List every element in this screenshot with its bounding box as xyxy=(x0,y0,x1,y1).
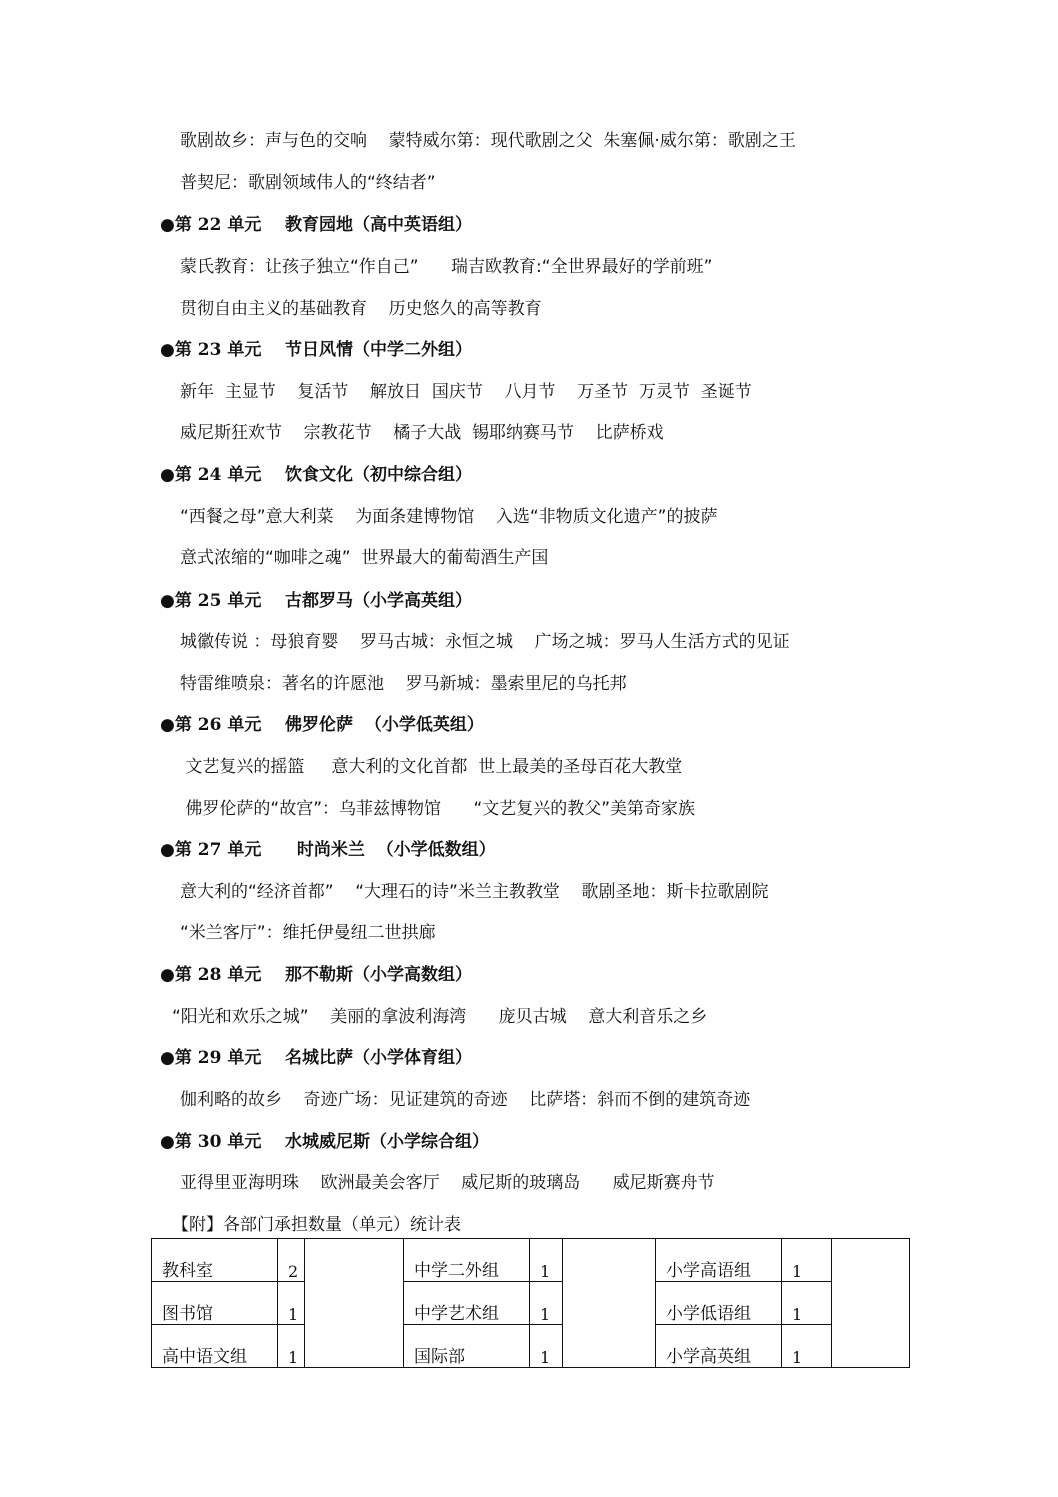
unit-heading: ●第 23 单元 节日风情（中学二外组） xyxy=(160,340,473,360)
dept-cell: 高中语文组 xyxy=(152,1325,278,1368)
count-cell: 1 xyxy=(782,1282,832,1325)
unit-topic-line: 威尼斯狂欢节 宗教花节 橘子大战 锡耶纳赛马节 比萨桥戏 xyxy=(180,423,664,443)
dept-cell: 小学高语组 xyxy=(656,1239,782,1282)
appendix-title: 【附】各部门承担数量（单元）统计表 xyxy=(172,1215,461,1235)
dept-cell: 中学二外组 xyxy=(404,1239,530,1282)
table-row xyxy=(152,1325,910,1368)
unit-heading: ●第 29 单元 名城比萨（小学体育组） xyxy=(160,1048,473,1068)
empty-cell xyxy=(305,1239,404,1368)
unit-topic-line: “阳光和欢乐之城” 美丽的拿波利海湾 庞贝古城 意大利音乐之乡 xyxy=(172,1007,708,1027)
unit-heading: ●第 25 单元 古都罗马（小学高英组） xyxy=(160,591,473,611)
unit-heading: ●第 28 单元 那不勒斯（小学高数组） xyxy=(160,965,473,985)
dept-cell: 图书馆 xyxy=(152,1282,278,1325)
count-cell: 1 xyxy=(278,1325,305,1368)
unit-heading: ●第 24 单元 饮食文化（初中综合组） xyxy=(160,465,473,485)
unit-heading: ●第 27 单元 时尚米兰 （小学低数组） xyxy=(160,840,496,860)
unit-heading: ●第 26 单元 佛罗伦萨 （小学低英组） xyxy=(160,715,484,735)
dept-cell: 教科室 xyxy=(152,1239,278,1282)
unit-topic-line: 新年 主显节 复活节 解放日 国庆节 八月节 万圣节 万灵节 圣诞节 xyxy=(180,382,752,402)
count-cell: 1 xyxy=(782,1325,832,1368)
empty-cell xyxy=(563,1239,656,1368)
statistics-table xyxy=(151,1238,910,1368)
count-cell: 1 xyxy=(530,1325,563,1368)
count-cell: 2 xyxy=(278,1239,305,1282)
unit-topic-line: 佛罗伦萨的“故宫”：乌菲兹博物馆 “文艺复兴的教父”美第奇家族 xyxy=(180,799,696,819)
count-cell: 1 xyxy=(782,1239,832,1282)
unit-topic-line: 贯彻自由主义的基础教育 历史悠久的高等教育 xyxy=(180,299,542,319)
unit-topic-line: “西餐之母”意大利菜 为面条建博物馆 入选“非物质文化遗产”的披萨 xyxy=(180,507,718,527)
count-cell: 1 xyxy=(278,1282,305,1325)
unit-topic-line: 意式浓缩的“咖啡之魂” 世界最大的葡萄酒生产国 xyxy=(180,548,549,568)
unit-heading: ●第 30 单元 水城威尼斯（小学综合组） xyxy=(160,1132,490,1152)
unit-topic-line: 意大利的“经济首都” “大理石的诗”米兰主教教堂 歌剧圣地：斯卡拉歌剧院 xyxy=(180,882,769,902)
intro-line-2: 普契尼：歌剧领域伟人的“终结者” xyxy=(180,173,436,193)
dept-cell: 小学高英组 xyxy=(656,1325,782,1368)
unit-topic-line: 伽利略的故乡 奇迹广场：见证建筑的奇迹 比萨塔：斜而不倒的建筑奇迹 xyxy=(180,1090,751,1110)
empty-cell xyxy=(832,1239,910,1368)
unit-topic-line: 亚得里亚海明珠 欧洲最美会客厅 威尼斯的玻璃岛 威尼斯赛舟节 xyxy=(180,1173,715,1193)
table-row xyxy=(152,1282,910,1325)
table-row xyxy=(152,1239,910,1282)
unit-topic-line: 蒙氏教育：让孩子独立“作自己” 瑞吉欧教育:“全世界最好的学前班” xyxy=(180,257,713,277)
unit-topic-line: “米兰客厅”：维托伊曼纽二世拱廊 xyxy=(180,923,436,943)
unit-topic-line: 城徽传说 ：母狼育婴 罗马古城：永恒之城 广场之城：罗马人生活方式的见证 xyxy=(180,632,790,652)
dept-cell: 中学艺术组 xyxy=(404,1282,530,1325)
unit-topic-line: 文艺复兴的摇篮 意大利的文化首都 世上最美的圣母百花大教堂 xyxy=(180,757,683,777)
dept-cell: 小学低语组 xyxy=(656,1282,782,1325)
count-cell: 1 xyxy=(530,1239,563,1282)
intro-line-1: 歌剧故乡：声与色的交响 蒙特威尔第：现代歌剧之父 朱塞佩·威尔第：歌剧之王 xyxy=(180,131,796,151)
count-cell: 1 xyxy=(530,1282,563,1325)
unit-topic-line: 特雷维喷泉：著名的许愿池 罗马新城：墨索里尼的乌托邦 xyxy=(180,674,627,694)
unit-heading: ●第 22 单元 教育园地（高中英语组） xyxy=(160,215,473,235)
dept-cell: 国际部 xyxy=(404,1325,530,1368)
